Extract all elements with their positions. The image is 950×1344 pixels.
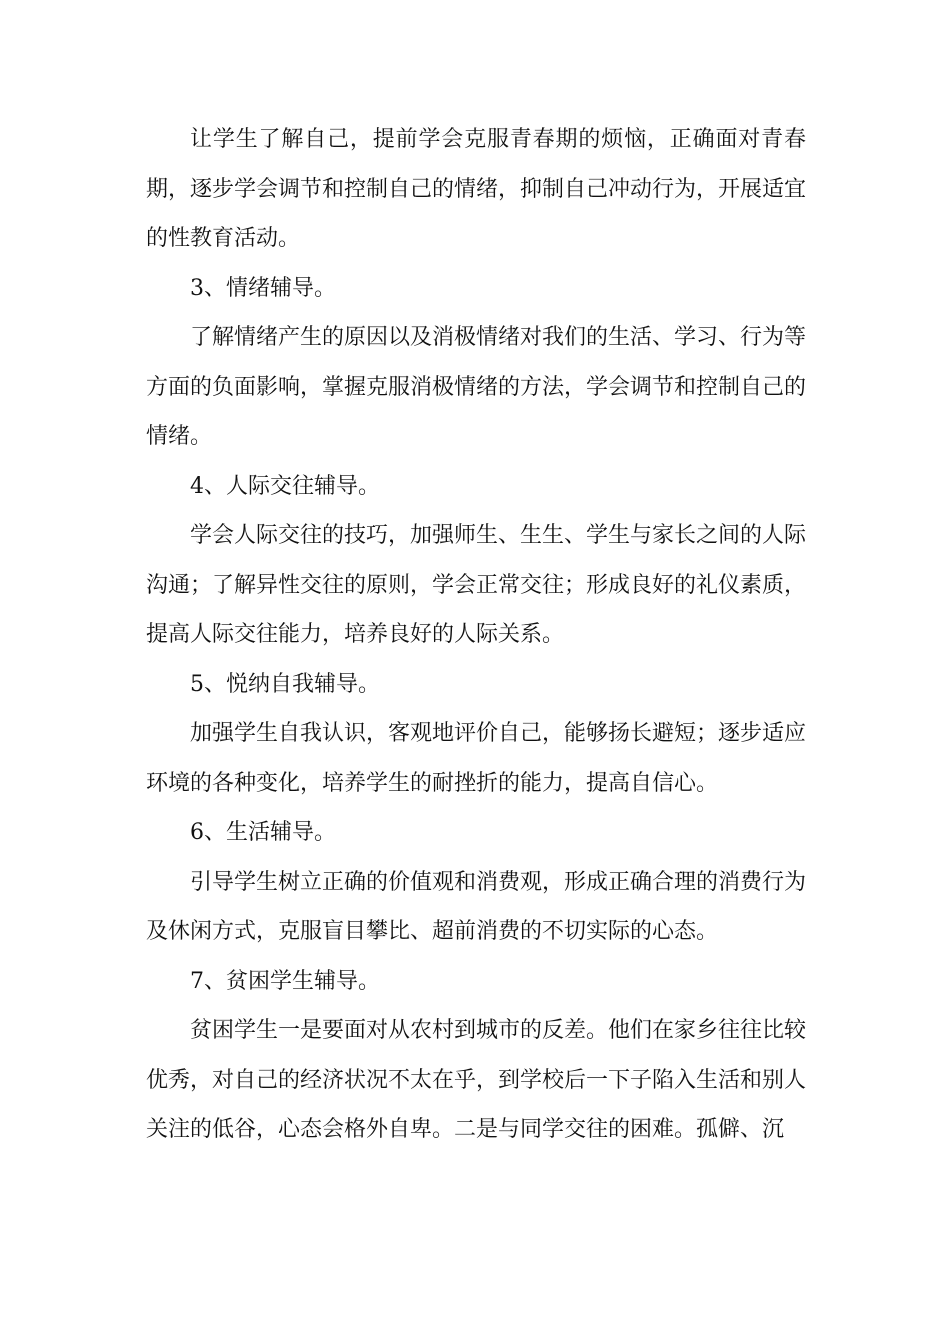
paragraph-emotion-body: 了解情绪产生的原因以及消极情绪对我们的生活、学习、行为等方面的负面影响，掌握克服消极情绪的方法，学会调节和控制自己的情绪。 bbox=[146, 325, 807, 449]
paragraph-interpersonal-body: 学会人际交往的技巧，加强师生、生生、学生与家长之间的人际沟通；了解异性交往的原则，学会正常交往；形成良好的礼仪素质，提高人际交往能力，培养良好的人际关系。 bbox=[146, 523, 807, 647]
paragraph-self-acceptance-body: 加强学生自我认识，客观地评价自己，能够扬长避短；逐步适应环境的各种变化，培养学生的耐挫折的能力，提高自信心。 bbox=[146, 721, 807, 796]
paragraph-poor-students-body: 贫困学生一是要面对从农村到城市的反差。他们在家乡往往比较优秀，对自己的经济状况不太在乎，到学校后一下子陷入生活和别人关注的低谷，心态会格外自卑。二是与同学交往的困难。孤僻、沉 bbox=[146, 1018, 807, 1142]
heading-interpersonal-guidance: 4、人际交往辅导。 bbox=[190, 473, 380, 499]
heading-self-acceptance-guidance: 5、悦纳自我辅导。 bbox=[190, 671, 380, 697]
paragraph-life-body: 引导学生树立正确的价值观和消费观，形成正确合理的消费行为及休闲方式，克服盲目攀比、超前消费的不切实际的心态。 bbox=[146, 869, 807, 944]
heading-life-guidance: 6、生活辅导。 bbox=[190, 820, 336, 845]
heading-poor-students-guidance: 7、贫困学生辅导。 bbox=[190, 968, 380, 994]
paragraph-adolescence-body: 让学生了解自己，提前学会克服青春期的烦恼，正确面对青春期，逐步学会调节和控制自己的情绪，抑制自己冲动行为，开展适宜的性教育活动。 bbox=[146, 127, 807, 251]
heading-emotion-guidance: 3、情绪辅导。 bbox=[190, 275, 336, 301]
document-body bbox=[146, 115, 806, 1155]
